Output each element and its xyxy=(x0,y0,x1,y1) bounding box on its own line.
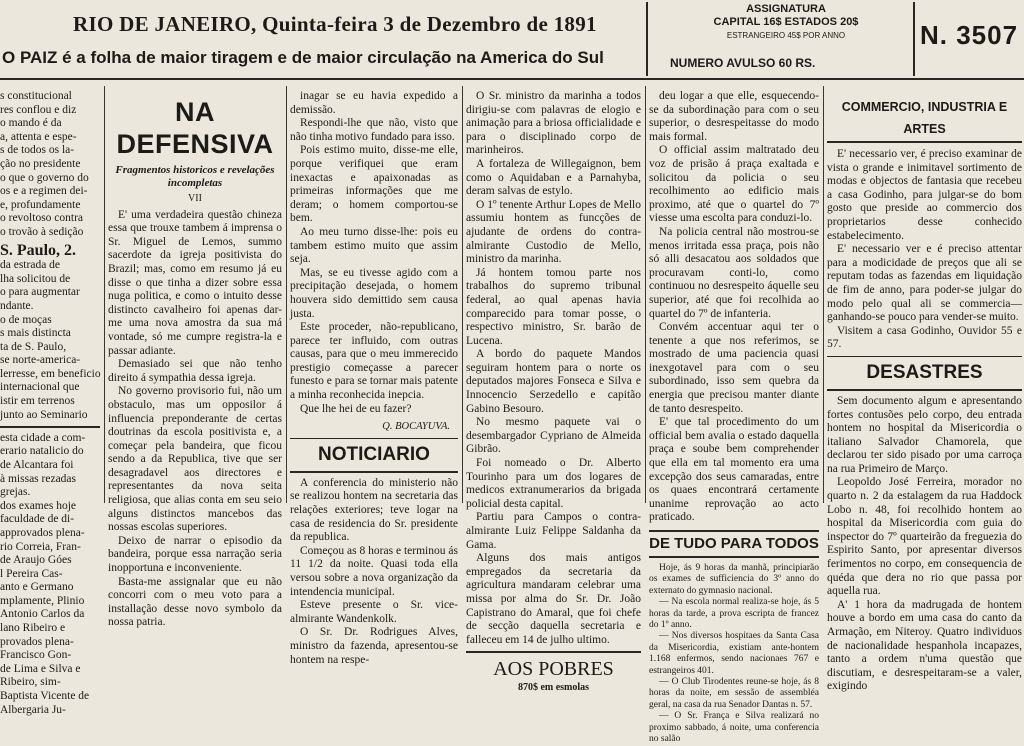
col1-line: o para augmentar xyxy=(0,286,80,299)
article-paragraph: Este proceder, não-republicano, parece ter influido, com outras causas, para que o meu immerecido prestigio começasse a parecer funesto e para se tornar mais patente a minha reconhecida inepcia. xyxy=(290,321,458,402)
article-paragraph: Basta-me assignalar que eu não concorri com o meu voto para a installação desse novo symbolo da nossa patria. xyxy=(108,575,282,629)
col1-line: o que o governo do xyxy=(0,171,89,184)
news-paragraph: deu logar a que elle, esquecendo-se da subordinação para com o seu superior, o desrespeitasse do modo mais formal. xyxy=(649,90,819,143)
news-paragraph: Já hontem tomou parte nos trabalhos do supremo tribunal federal, ao qual apenas havia comparecido para tomar posse, o respectivo ministro, Sr. barão de Lucena. xyxy=(466,266,641,347)
col1-line: esta cidade a com- xyxy=(0,431,86,444)
col1-line: s constitucional xyxy=(0,90,72,102)
news-paragraph: No mesmo paquete vai o desembargador Cypriano de Almeida Gibrão. xyxy=(466,416,641,456)
commerce-heading: COMMERCIO, INDUSTRIA E ARTES xyxy=(827,95,1022,143)
col1-line: à missas rezadas xyxy=(0,472,76,485)
col1-heading: S. Paulo, 2. xyxy=(0,241,77,259)
subscription-box xyxy=(656,3,916,42)
col6-rule xyxy=(827,389,1022,391)
column-1 xyxy=(0,90,101,716)
col1-rule xyxy=(0,426,100,428)
col1-line: ta de S. Paulo, xyxy=(0,340,67,353)
masthead-date-line: RIO DE JANEIRO, Quinta-feira 3 de Dezembro de 1891 xyxy=(73,12,597,36)
disaster-title: DESASTRES xyxy=(866,362,983,384)
news-paragraph: E' que tal procedimento do um official bem avalia o estado daquella praça e soube bem comprehender que ella em tal momento era uma excepção dos seus camaradas, entre os quaes encontrará certamente unanime reprovação ao acto praticado. xyxy=(649,416,819,524)
col6-rule xyxy=(827,356,1022,358)
col1-line: res conflou e diz xyxy=(0,103,77,116)
column-separator xyxy=(823,86,824,503)
box-paragraph: — Na escola normal realiza-se hoje, ás 5 horas da tarde, a prova escripta de francez do 1º anno. xyxy=(649,597,819,631)
article-paragraph: Mas, se eu tivesse agido com a precipitação desejada, o homem houvera sido demittido sem causa justa. xyxy=(290,266,458,320)
subscription-capital: CAPITAL 16$ ESTADOS 20$ xyxy=(713,16,859,28)
article-section: VII xyxy=(188,193,202,204)
col1-line: o trovão à sedição xyxy=(0,225,84,238)
news-paragraph: Foi nomeado o Dr. Alberto Tourinho para um dos logares de medicos extranumerarios da brigada policial desta capital. xyxy=(466,457,641,510)
article-paragraph: No governo provisorio fui, não um obstaculo, mas um opposilor á influencia preponderante de certas doutrinas da escola positivista e, a começar pela bandeira, que ficou sendo a da Republica, tive que ser desagradavel aos directores e representantes da nova seita religiosa, que alias conta em seu seio alguns distinctos mancebos das nossas escolas superiores. xyxy=(108,385,282,534)
col1-line: grejas. xyxy=(0,486,31,499)
article-paragraph: Respondi-lhe que não, visto que não tinha motivo fundado para isso. xyxy=(290,117,458,143)
col1-line: Albergaria Ju- xyxy=(0,703,66,716)
col1-line: Antonio Carlos da xyxy=(0,608,85,621)
news-paragraph: O 1º tenente Arthur Lopes de Mello assumiu hontem as funcções de ajudante de ordens do contra-almirante Custodio de Mello, ministro da marinha. xyxy=(466,198,641,266)
single-issue-price: NUMERO AVULSO 60 RS. xyxy=(670,56,816,70)
news-paragraph: A bordo do paquete Mandos seguiram hontem para o norte os deputados majores Fonseca e Silva e Innocencio Serzedello e capitão Gabino Besouro. xyxy=(466,348,641,415)
box-paragraph: — Nos diversos hospitaes da Santa Casa da Misericordia, existiam ante-hontem 1.168 enfermos, sendo nacionaes 767 e estrangeiros 401. xyxy=(649,631,819,676)
col1-line: lerresse, em beneficio xyxy=(0,367,101,380)
commerce-paragraph: E' necessario ver e é preciso attentar para a modicidade de preços que ali se reputam todas as fazendas em liquidação de fim de anno, para poder-se julgar do modo pelo qual ali se commercia—ganhando-se pouco para vender-se muito. xyxy=(827,243,1022,324)
col1-line: ndante. xyxy=(0,299,34,312)
col1-line: Baptista Vicente de xyxy=(0,690,90,703)
disaster-paragraph: Sem documento algum e apresentando fortes contusões pelo corpo, deu entrada hontem no hospital da Misericordia o italiano Salvador Chamorela, que declarou ter sido pisado por uma carroça na rua Primeiro de Março. xyxy=(827,394,1022,475)
notice-paragraph: Esteve presente o Sr. vice-almirante Wandenkolk. xyxy=(290,599,458,625)
article-paragraph: E' uma verdadeira questão chineza essa que trouxe tambem á imprensa o Sr. Miguel de Lemos, summo sacerdote da igreja positivista do Brazil; mas, como em resumo já eu disse o que tinha a dizer sobre essa nuga politica, e como o intuito desse distincto cavalheiro foi apenas dar-me uma nova amostra da sua má vontade, só me cumpre registra-la e passar adiante. xyxy=(108,208,282,357)
col1-line: se norte-america- xyxy=(0,354,81,367)
col1-line: s mais distincta xyxy=(0,327,71,340)
news-paragraph: A fortaleza de Willegaignon, bem como o Aquidaban e a Parnahyba, deram salvas de estylo. xyxy=(466,157,641,198)
col1-line: approvados plena- xyxy=(0,526,85,539)
subscription-label: ASSIGNATURA xyxy=(746,3,826,15)
article-paragraph: Deixo de narrar o episodio da bandeira, porque essa narração seria inopportuna e inconveniente. xyxy=(108,534,282,575)
col1-line: erario natalicio do xyxy=(0,445,84,458)
column-separator xyxy=(462,86,463,503)
news-paragraph: Alguns dos mais antigos empregados da secretaria da agricultura mandaram celebrar uma missa por alma do Sr. Dr. João Capistrano do Amaral, que foi chefe de secção daquella secretaria e falleceu em 14 de julho ultimo. xyxy=(466,552,641,646)
notice-paragraph: A conferencia do ministerio não se realizou hontem na secretaria das relações exteriores; teve logar na casa de residencia do Sr. presidente da republica. xyxy=(290,476,458,544)
col1-line: Ribeiro, sim- xyxy=(0,676,61,689)
poor-line: 870$ em esmolas xyxy=(517,681,590,693)
column-6 xyxy=(827,90,1022,693)
col4-rule xyxy=(466,651,641,653)
column-5 xyxy=(649,90,819,745)
commerce-paragraph: Visitem a casa Godinho, Ouvidor 55 e 57. xyxy=(827,324,1022,351)
news-paragraph: Partiu para Campos o contra-almirante Luiz Felippe Saldanha da Gama. xyxy=(466,511,641,551)
col1-line: o de moças xyxy=(0,313,52,326)
article-paragraph: Ao meu turno disse-lhe: pois eu tambem estimo muito que assim seja. xyxy=(290,225,458,266)
masthead-divider xyxy=(646,2,648,76)
col1-line: o mando é da xyxy=(0,117,62,130)
notice-paragraph: O Sr. Dr. Rodrigues Alves, ministro da fazenda, apresentou-se hontem na respe- xyxy=(290,626,458,666)
masthead-tagline: O PAIZ é a folha de maior tiragem e de maior circulação na America do Sul xyxy=(2,48,604,67)
news-paragraph: Convém accentuar aqui ter o tenente a que nos referimos, se mostrado de uma paciencia quasi inexgotavel para com o seu subordinado, isso sem quebra da energia que precisou manter diante de tanto desrespeito. xyxy=(649,321,819,415)
article-paragraph: Que lhe hei de eu fazer? xyxy=(300,402,412,415)
notice-title: NOTICIARIO xyxy=(318,444,430,466)
col1-line: Francisco Gon- xyxy=(0,649,72,662)
article-title: NA DEFENSIVA xyxy=(116,97,274,159)
col1-line: ção no presidente xyxy=(0,157,81,170)
col1-line: de Alcantara foi xyxy=(0,458,74,471)
notice-paragraph: Começou as 8 horas e terminou ás 11 1/2 da noite. Quasi toda ella versou sobre a nova organização da intendencia municipal. xyxy=(290,544,458,598)
col1-line: istir em terrenos xyxy=(0,395,75,408)
disaster-paragraph: Leopoldo José Ferreira, morador no quarto n. 2 da estalagem da rua Haddock Lobo n. 48, foi recolhido hontem ao hospital da Misericordia com guia do inspector do 7º quarteirão da freguezia do Espirito Santo, por apresentar diversos ferimentos no corpo, em consequencia de quéda que dera no rio que passa por aquella rua. xyxy=(827,476,1022,598)
column-separator xyxy=(645,86,646,503)
news-paragraph: O official assim maltratado deu voz de prisão á praça exaltada e solicitou da policia o seu recolhimento ao edificio mais proximo, até que o quartel do 7º viesse uma escolta para conduzi-lo. xyxy=(649,144,819,225)
col3-rule xyxy=(290,438,458,440)
col1-line: internacional que xyxy=(0,381,80,394)
column-2 xyxy=(108,90,282,629)
issue-number: N. 3507 xyxy=(920,20,1019,50)
box-paragraph: — O Club Tirodentes reune-se hoje, ás 8 horas da noite, em sessão de assembléa geral, na casa da rua Senador Dantas n. 57. xyxy=(649,677,819,710)
col1-line: dos exames hoje xyxy=(0,499,77,512)
disaster-paragraph: A' 1 hora da madrugada de hontem houve a bordo em uma casa do canto da Armação, em Niteroy. Quatro individuos de nacionalidade hespanhola incapazes, tanto a ordem n'uma questão que discutiam, e desrespeitaram-se a valer, exigindo xyxy=(827,598,1022,693)
column-4 xyxy=(466,90,641,693)
news-paragraph: Na policia central não mostrou-se menos irritada essa praça, pois não só alli desacatou aos soldados que procuravam conti-lo, como continuou no desrespeito áquelle seu superior, até que foi recolhida ao quartel do 7º de infanteria. xyxy=(649,225,819,320)
masthead-rule xyxy=(0,78,1024,80)
col1-line: provados plena- xyxy=(0,635,74,648)
col1-line: e, profundamente xyxy=(0,198,81,211)
col1-line: anto e Germano xyxy=(0,581,74,594)
news-paragraph: O Sr. ministro da marinha a todos dirigiu-se com palavras de elogio e animação para a briosa officialidade e para o disciplinado corpo de marinheiros. xyxy=(466,90,641,157)
box-title: DE TUDO PARA TODOS xyxy=(649,530,819,558)
col1-line: a, attenta e espe- xyxy=(0,130,77,143)
article-subtitle: Fragmentos historicos e revelações incompletas xyxy=(115,164,275,189)
commerce-paragraph: E' necessario ver, é preciso examinar de vista o grande e inimitavel sortimento de modas e objectos de fantasia que recebeu a casa Godinho, para julgar-se do bom gosto que preside ao commercio dos proprietarios desse conhecido estabelecimento. xyxy=(827,148,1022,242)
col1-line: s de todos os la- xyxy=(0,144,75,157)
col1-line: l Pereira Cas- xyxy=(0,567,63,580)
article-paragraph: Pois estimo muito, disse-me elle, porque verifiquei que eram inexactas e apaixonadas as primeiras informações que me deram; o homem comportou-se bem. xyxy=(290,144,458,225)
article-signature: Q. BOCAYUVA. xyxy=(382,421,450,433)
poor-title: AOS POBRES xyxy=(493,657,614,680)
col1-line: lha solicitou de xyxy=(0,272,71,285)
col3-rule xyxy=(290,471,458,473)
col1-line: os e a regimen dei- xyxy=(0,185,88,198)
col1-line: o revoltoso contra xyxy=(0,212,84,225)
article-paragraph: inagar se eu havia expedido a demissão. xyxy=(290,90,458,116)
column-separator xyxy=(104,86,105,503)
box-paragraph: — O Sr. França e Silva realizará no proximo sabbado, á noite, uma conferencia no salão xyxy=(649,711,819,745)
col1-line: lano Ribeiro e xyxy=(0,622,66,635)
box-paragraph: Hoje, ás 9 horas da manhã, principiarão os exames de sufficiencia do 3º anno do externato do gymnasio nacional. xyxy=(649,563,819,596)
col1-line: rio Correia, Fran- xyxy=(0,540,81,553)
col1-line: da estrada de xyxy=(0,259,61,272)
column-3 xyxy=(290,90,458,666)
col1-line: faculdade de di- xyxy=(0,513,75,526)
article-paragraph: Demasiado sei que não tenho direito á sympathia dessa igreja. xyxy=(108,358,282,384)
col1-line: de Lima e Silva e xyxy=(0,662,81,675)
col1-line: junto ao Seminario xyxy=(0,408,88,421)
subscription-foreign: ESTRANGEIRO 45$ POR ANNO xyxy=(726,31,846,40)
column-separator xyxy=(286,86,287,503)
col1-line: mplamente, Plinio xyxy=(0,594,85,607)
col1-line: de Araujo Góes xyxy=(0,554,72,567)
